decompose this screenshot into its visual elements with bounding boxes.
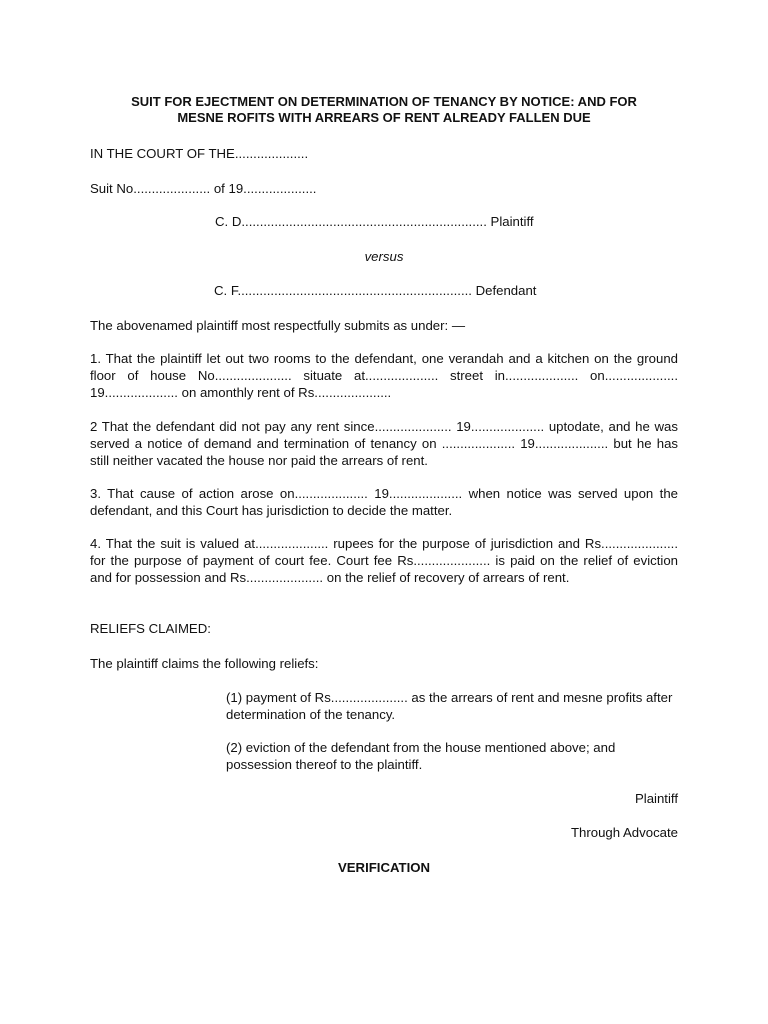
paragraph-2: 2 That the defendant did not pay any rent since..................... 19.................... uptodate, and he was served a notice of demand and termination of tenancy on .................... 19.................... but he has still neither vacated the house nor paid the arrears of rent.: [90, 419, 678, 468]
title-line-1: SUIT FOR EJECTMENT ON DETERMINATION OF TENANCY BY NOTICE: AND FOR: [131, 94, 637, 109]
paragraph-4: 4. That the suit is valued at.................... rupees for the purpose of jurisdiction and Rs..................... for the purpose of payment of court fee. Court fee Rs..................... is paid on the relief of eviction and for possession and Rs..................... on the relief of recovery of arrears of rent.: [90, 536, 678, 585]
defendant-line: C. F................................................................ Defendant: [214, 283, 537, 298]
reliefs-heading: RELIEFS CLAIMED:: [90, 621, 211, 636]
signature-plaintiff: Plaintiff: [634, 791, 678, 806]
relief-item-1: (1) payment of Rs..................... as the arrears of rent and mesne profits after determination of the tenancy.: [226, 690, 673, 722]
suit-number-line: Suit No..................... of 19....................: [90, 181, 317, 196]
paragraph-3: 3. That cause of action arose on.................... 19.................... when notice was served upon the defendant, and this Court has jurisdiction to decide the matter.: [90, 486, 678, 518]
intro-statement: The abovenamed plaintiff most respectfully submits as under: —: [90, 318, 466, 333]
versus-label: versus: [364, 249, 404, 264]
relief-item-2: (2) eviction of the defendant from the house mentioned above; and possession thereof to the plaintiff.: [226, 740, 616, 772]
document-title: [90, 94, 678, 126]
plaintiff-line: C. D................................................................... Plaintiff: [215, 214, 534, 229]
signature-advocate: Through Advocate: [570, 825, 678, 840]
reliefs-intro: The plaintiff claims the following reliefs:: [90, 656, 319, 671]
paragraph-1: 1. That the plaintiff let out two rooms to the defendant, one verandah and a kitchen on the ground floor of house No..................... situate at.................... street in.................... on.................... 19.................... on amonthly rent of Rs.....................: [90, 351, 678, 400]
title-line-2: MESNE ROFITS WITH ARREARS OF RENT ALREADY FALLEN DUE: [177, 110, 591, 125]
verification-heading: VERIFICATION: [337, 860, 431, 875]
court-line: IN THE COURT OF THE....................: [90, 146, 309, 161]
